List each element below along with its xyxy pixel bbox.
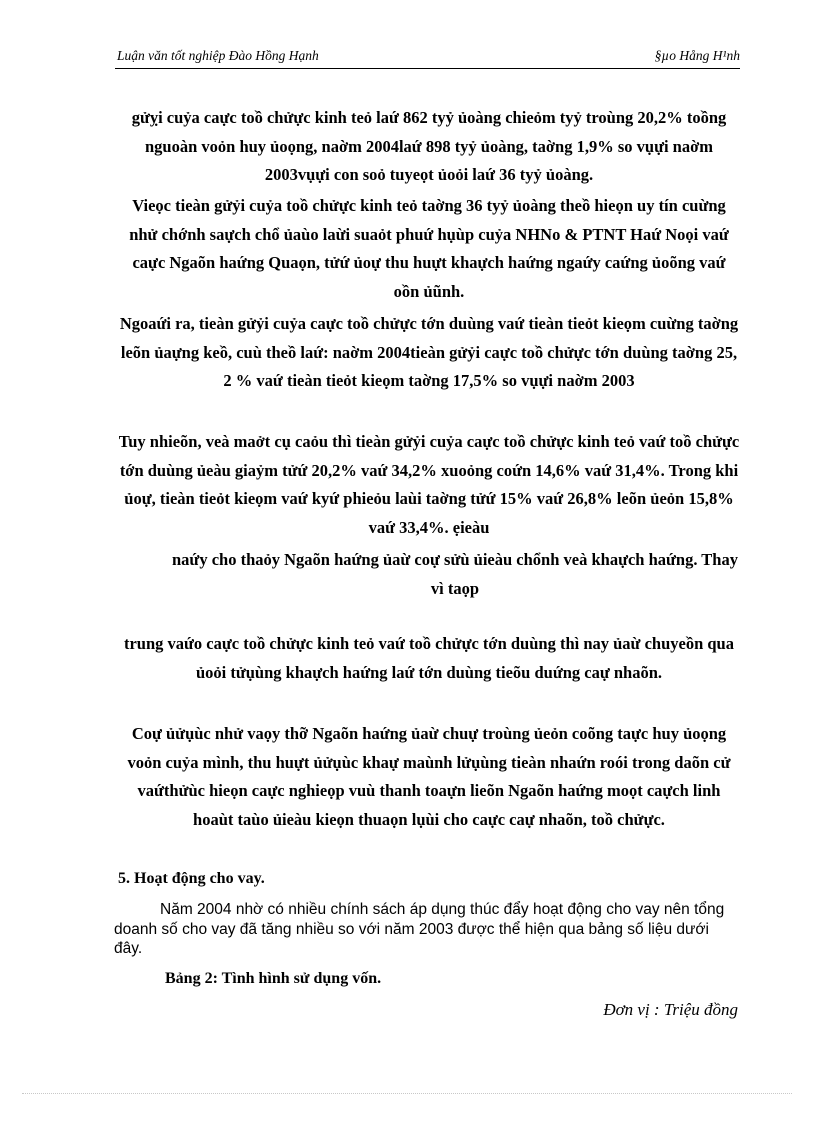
paragraph-1: gửỵi cuỷa caực toồ chửực kinh teỏ laứ 862 tyỷ ủoàng chieỏm tyỷ troùng 20,2% toồng nguoàn voỏn huy ủoọng, naờm 2004laứ 898 tyỷ ủoàng, taờng 1,9% so vụựi naờm 2003vụựi con soỏ tuyeọt ủoỏi laứ 36 tyỷ ủoàng. [131,108,727,185]
footer-divider [22,1093,792,1094]
page-header [115,48,740,69]
section-heading: 5. Hoạt động cho vay. [118,870,265,887]
paragraph-4: Tuy nhieõn, veà maởt cụ caỏu thì tieàn gửỷi cuỷa caực toồ chửực kinh teỏ vaứ toồ chửực tớn duùng ủeàu giaỷm tửứ 20,2% vaứ 34,2% xuoỏng coứn 14,6% vaứ 31,4%. Trong khi ủoự, tieàn tieỏt kieọm vaứ kyứ phieỏu laùi taờng tửứ 15% vaứ 26,8% leõn ủeỏn 15,8% vaứ 33,4%. ẹieàu [118,432,740,537]
paragraph-2: Vieọc tieàn gửỷi cuỷa toồ chửực kinh teỏ taờng 36 tyỷ ủoàng theồ hieọn uy tín cuừng nhử chớnh saựch chổ ủaùo laừi suaỏt phuứ hụùp cuỷa NHNo & PTNT Haứ Noọi vaứ caực Ngaõn haứng Quaọn, tửứ ủoự thu huựt khaựch haứng ngaứy caứng ủoõng vaứ oồn ủũnh. [129,196,729,301]
header-author: §µo Hång H¹nh [654,48,740,63]
header-thesis-title: Luận văn tốt nghiệp Đào Hồng Hạnh [117,48,319,63]
paragraph-7: Coự ủửụùc nhử vaọy thỡ Ngaõn haứng ủaừ chuự troùng ủeỏn coõng taực huy ủoọng voỏn cuỷa mình, thu huựt ủửụùc khaự maùnh lửụùng tieàn nhaứn roói trong daõn cử vaứthửùc hieọn caực nghieọp vuù thanh toaựn lieõn Ngaõn haứng moọt caựch linh hoaùt taùo ủieàu kieọn thuaọn lụùi cho caực caự nhaõn, toồ chửực. [127,724,731,829]
table-caption: Bảng 2: Tình hình sử dụng vốn. [165,970,382,987]
paragraph-3: Ngoaứi ra, tieàn gửỷi cuỷa caực toồ chửực tớn duùng vaứ tieàn tieỏt kieọm cuừng taờng leõn ủaựng keồ, cuù theồ laứ: naờm 2004tieàn gửỷi caực toồ chửực tớn duùng taờng 25, 2 % vaứ tieàn tieỏt kieọm taờng 17,5% so vụựi naờm 2003 [119,314,739,391]
body-paragraph: Năm 2004 nhờ có nhiều chính sách áp dụng thúc đẩy hoạt động cho vay nên tổng doanh số cho vay đã tăng nhiều so với năm 2003 được thể hiện qua bảng số liệu dưới đây. [114,901,725,957]
unit-label: Đơn vị : Triệu đồng [603,1000,738,1019]
paragraph-6: trung vaứo caực toồ chửực kinh teỏ vaứ toồ chửực tớn duùng thì nay ủaừ chuyeồn qua ủoỏi tửụùng khaựch haứng laứ tớn duùng tieõu duứng caự nhaõn. [123,634,734,682]
paragraph-5: naứy cho thaỏy Ngaõn haứng ủaừ coự sửù ủieàu chổnh veà khaựch haứng. Thay vì taọp [172,550,738,598]
